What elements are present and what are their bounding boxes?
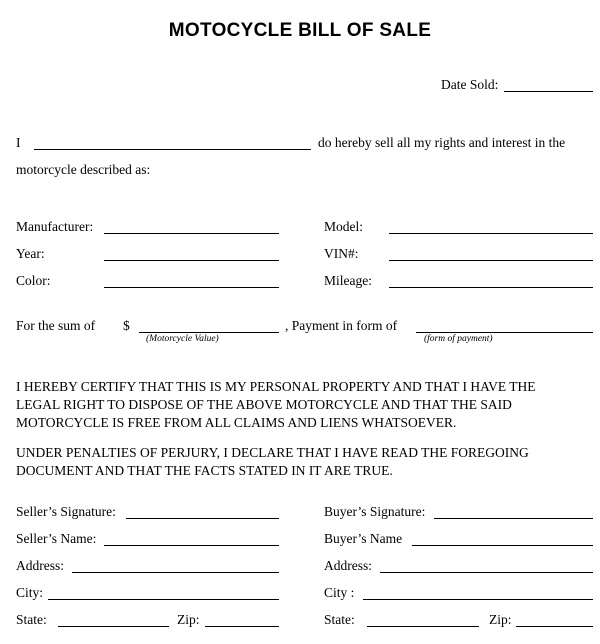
buyer-city-line bbox=[363, 599, 593, 600]
buyer-address-line bbox=[380, 572, 593, 573]
payment-form-hint: (form of payment) bbox=[424, 334, 493, 344]
buyer-state-label: State: bbox=[324, 612, 355, 627]
color-field[interactable] bbox=[106, 272, 278, 286]
payment-form-field[interactable] bbox=[418, 317, 592, 331]
seller-city-label: City: bbox=[16, 585, 44, 600]
buyer-address-field[interactable] bbox=[382, 557, 592, 571]
mileage-line bbox=[389, 287, 593, 288]
seller-address-field[interactable] bbox=[74, 557, 278, 571]
seller-intro-line bbox=[34, 149, 311, 150]
certification-paragraph bbox=[16, 378, 591, 432]
seller-name-line bbox=[104, 545, 279, 546]
perjury-line-2: DOCUMENT AND THAT THE FACTS STATED IN IT ARE TRUE. bbox=[16, 463, 393, 478]
seller-zip-line bbox=[205, 626, 279, 627]
buyer-name-label: Buyer’s Name bbox=[324, 531, 403, 546]
date-sold-field[interactable] bbox=[506, 76, 592, 90]
sum-label: For the sum of bbox=[16, 318, 96, 333]
buyer-signature-label: Buyer’s Signature: bbox=[324, 504, 426, 519]
seller-city-line bbox=[48, 599, 279, 600]
perjury-paragraph bbox=[16, 444, 591, 480]
year-label: Year: bbox=[16, 246, 45, 261]
seller-signature-line bbox=[126, 518, 279, 519]
buyer-zip-line bbox=[516, 626, 593, 627]
buyer-state-line bbox=[367, 626, 479, 627]
year-field[interactable] bbox=[106, 245, 278, 259]
buyer-city-label: City : bbox=[324, 585, 355, 600]
intro-line-2: motorcycle described as: bbox=[16, 162, 151, 177]
motorcycle-value-hint: (Motorcycle Value) bbox=[146, 334, 219, 344]
color-line bbox=[104, 287, 279, 288]
seller-address-line bbox=[72, 572, 279, 573]
color-label: Color: bbox=[16, 273, 51, 288]
payment-form-line bbox=[416, 332, 593, 333]
manufacturer-label: Manufacturer: bbox=[16, 219, 94, 234]
payment-form-label: , Payment in form of bbox=[285, 318, 398, 333]
manufacturer-field[interactable] bbox=[106, 218, 278, 232]
date-sold-line bbox=[504, 91, 593, 92]
seller-zip-field[interactable] bbox=[207, 611, 278, 625]
certify-line-2: LEGAL RIGHT TO DISPOSE OF THE ABOVE MOTORCYCLE AND THAT THE SAID bbox=[16, 397, 512, 412]
certify-line-1: I HEREBY CERTIFY THAT THIS IS MY PERSONAL PROPERTY AND THAT I HAVE THE bbox=[16, 379, 536, 394]
buyer-address-label: Address: bbox=[324, 558, 372, 573]
buyer-zip-label: Zip: bbox=[489, 612, 512, 627]
intro-rest: do hereby sell all my rights and interest in the bbox=[318, 135, 566, 150]
manufacturer-line bbox=[104, 233, 279, 234]
buyer-state-field[interactable] bbox=[369, 611, 478, 625]
vin-field[interactable] bbox=[391, 245, 592, 259]
seller-signature-label: Seller’s Signature: bbox=[16, 504, 116, 519]
buyer-zip-field[interactable] bbox=[518, 611, 592, 625]
seller-signature-field[interactable] bbox=[128, 503, 278, 517]
model-line bbox=[389, 233, 593, 234]
seller-state-line bbox=[58, 626, 169, 627]
mileage-label: Mileage: bbox=[324, 273, 372, 288]
mileage-field[interactable] bbox=[391, 272, 592, 286]
seller-intro-field[interactable] bbox=[36, 134, 310, 148]
motorcycle-value-field[interactable] bbox=[141, 317, 278, 331]
currency-symbol: $ bbox=[123, 318, 130, 333]
year-line bbox=[104, 260, 279, 261]
seller-name-field[interactable] bbox=[106, 530, 278, 544]
seller-state-field[interactable] bbox=[60, 611, 168, 625]
motorcycle-value-line bbox=[139, 332, 279, 333]
buyer-signature-line bbox=[434, 518, 593, 519]
seller-name-label: Seller’s Name: bbox=[16, 531, 97, 546]
buyer-name-field[interactable] bbox=[414, 530, 592, 544]
vin-label: VIN#: bbox=[324, 246, 359, 261]
document-title: MOTOCYCLE BILL OF SALE bbox=[168, 20, 432, 41]
seller-address-label: Address: bbox=[16, 558, 64, 573]
intro-i: I bbox=[16, 135, 21, 150]
buyer-signature-field[interactable] bbox=[436, 503, 592, 517]
model-field[interactable] bbox=[391, 218, 592, 232]
buyer-name-line bbox=[412, 545, 593, 546]
seller-state-label: State: bbox=[16, 612, 47, 627]
seller-zip-label: Zip: bbox=[177, 612, 200, 627]
date-sold-label: Date Sold: bbox=[441, 77, 499, 92]
model-label: Model: bbox=[324, 219, 363, 234]
vin-line bbox=[389, 260, 593, 261]
buyer-city-field[interactable] bbox=[365, 584, 592, 598]
perjury-line-1: UNDER PENALTIES OF PERJURY, I DECLARE THAT I HAVE READ THE FOREGOING bbox=[16, 445, 529, 460]
certify-line-3: MOTORCYCLE IS FREE FROM ALL CLAIMS AND LIENS WHATSOEVER. bbox=[16, 415, 457, 430]
seller-city-field[interactable] bbox=[50, 584, 278, 598]
